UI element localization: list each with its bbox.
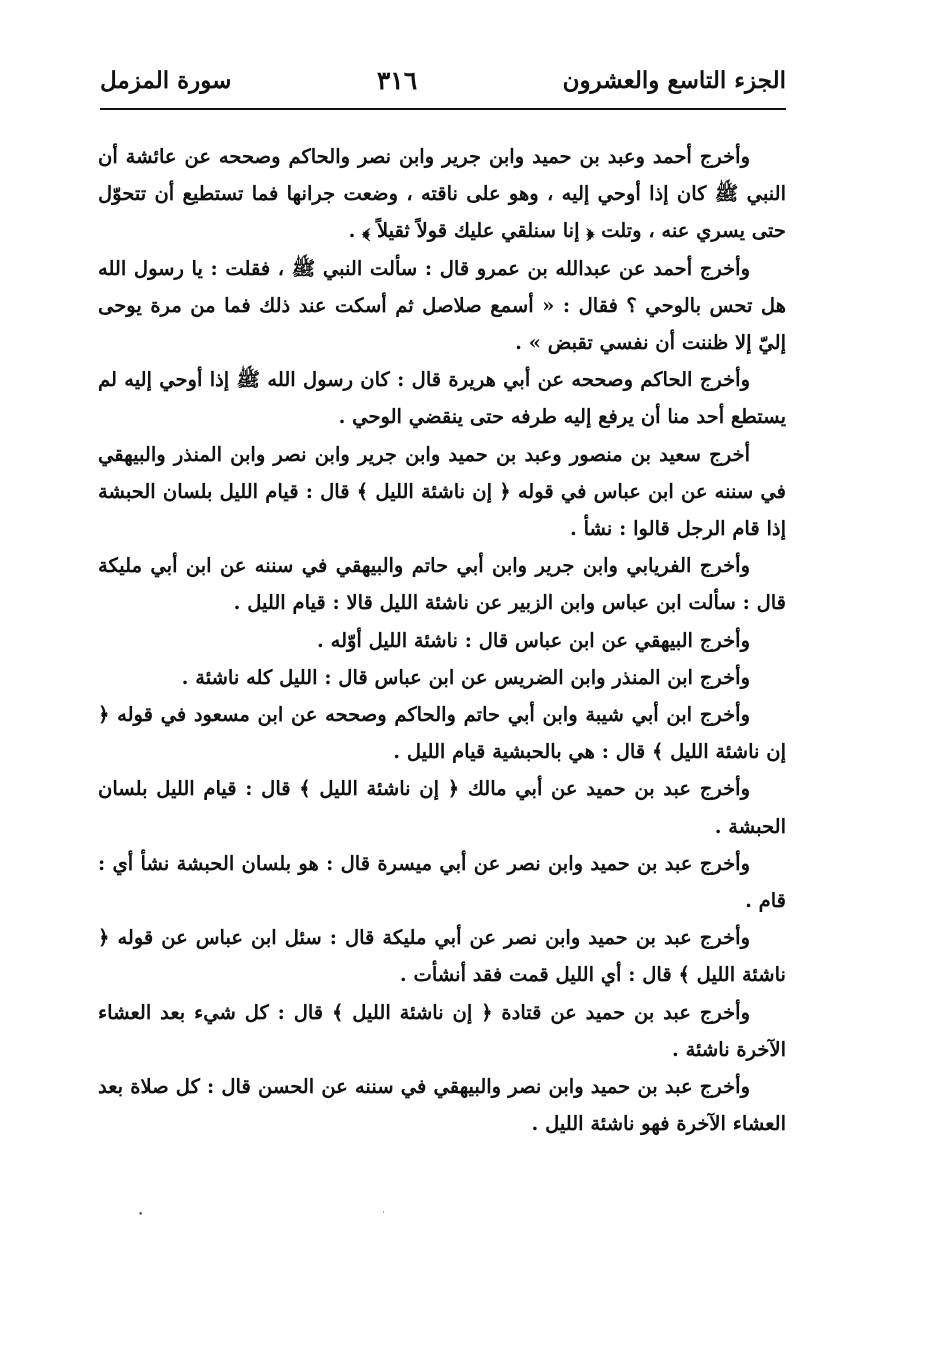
- paragraph: وأخرج عبد بن حميد عن أبي مالك ﴿ إن ناشئة الليل ﴾ قال : قيام الليل بلسان الحبشة .: [98, 777, 786, 838]
- paragraph: وأخرج ابن أبي شيبة وابن أبي حاتم والحاكم وصححه عن ابن مسعود في قوله ﴿ إن ناشئة الليل ﴾ قال : هي بالحبشية قيام الليل .: [98, 703, 786, 764]
- header-part-title: الجزء التاسع والعشرون: [562, 66, 786, 94]
- header-surah-title: سورة المزمل: [100, 66, 232, 94]
- paragraph: وأخرج عبد بن حميد وابن نصر عن أبي مليكة قال : سئل ابن عباس عن قوله ﴿ ناشئة الليل ﴾ قال : أي الليل قمت فقد أنشأت .: [98, 926, 786, 987]
- body-text: [98, 138, 786, 1142]
- paragraph: أخرج سعيد بن منصور وعبد بن حميد وابن جرير وابن نصر وابن المنذر والبيهقي في سننه عن ابن عباس في قوله ﴿ إن ناشئة الليل ﴾ قال : قيام الليل بلسان الحبشة إذا قام الرجل قالوا : نشأ .: [98, 442, 786, 541]
- paragraph: وأخرج الفريابي وابن جرير وابن أبي حاتم والبيهقي في سننه عن ابن أبي مليكة قال : سألت ابن عباس وابن الزبير عن ناشئة الليل قالا : قيام الليل .: [98, 554, 786, 615]
- paragraph: وأخرج ابن المنذر وابن الضريس عن ابن عباس قال : الليل كله ناشئة .: [181, 665, 750, 689]
- paragraph: وأخرج البيهقي عن ابن عباس قال : ناشئة الليل أوّله .: [317, 628, 750, 652]
- running-header: [100, 56, 786, 104]
- paragraph: وأخرج أحمد عن عبدالله بن عمرو قال : سألت النبي ﷺ ، فقلت : يا رسول الله هل تحس بالوحي ؟ فقال : « أسمع صلاصل ثم أسكت عند ذلك فما من مرة يوحى إليّ إلا ظننت أن نفسي تقبض » .: [98, 256, 786, 355]
- scan-speck: •: [138, 1210, 144, 1220]
- paragraph: وأخرج عبد بن حميد وابن نصر عن أبي ميسرة قال : هو بلسان الحبشة نشأ أي : قام .: [98, 851, 786, 913]
- paragraph: وأخرج أحمد وعبد بن حميد وابن جرير وابن نصر والحاكم وصححه عن عائشة أن النبي ﷺ كان إذا أوحي إليه ، وهو على ناقته ، وضعت جرانها فما تستطيع أن تتحوّل حتى يسري عنه ، وتلت ﴿ إنا سنلقي عليك قولاً ثقيلاً ﴾ .: [98, 145, 786, 243]
- header-divider: [100, 108, 786, 110]
- paragraph: وأخرج عبد بن حميد وابن نصر والبيهقي في سننه عن الحسن قال : كل صلاة بعد العشاء الآخرة فهو ناشئة الليل .: [98, 1075, 786, 1136]
- paragraph: وأخرج عبد بن حميد عن قتادة ﴿ إن ناشئة الليل ﴾ قال : كل شيء بعد العشاء الآخرة ناشئة .: [98, 1000, 786, 1061]
- paragraph: وأخرج الحاكم وصححه عن أبي هريرة قال : كان رسول الله ﷺ إذا أوحي إليه لم يستطع أحد منا أن يرفع إليه طرفه حتى ينقضي الوحي .: [98, 368, 786, 429]
- page-number: ٣١٦: [376, 65, 418, 95]
- scan-speck: ·: [382, 1208, 385, 1218]
